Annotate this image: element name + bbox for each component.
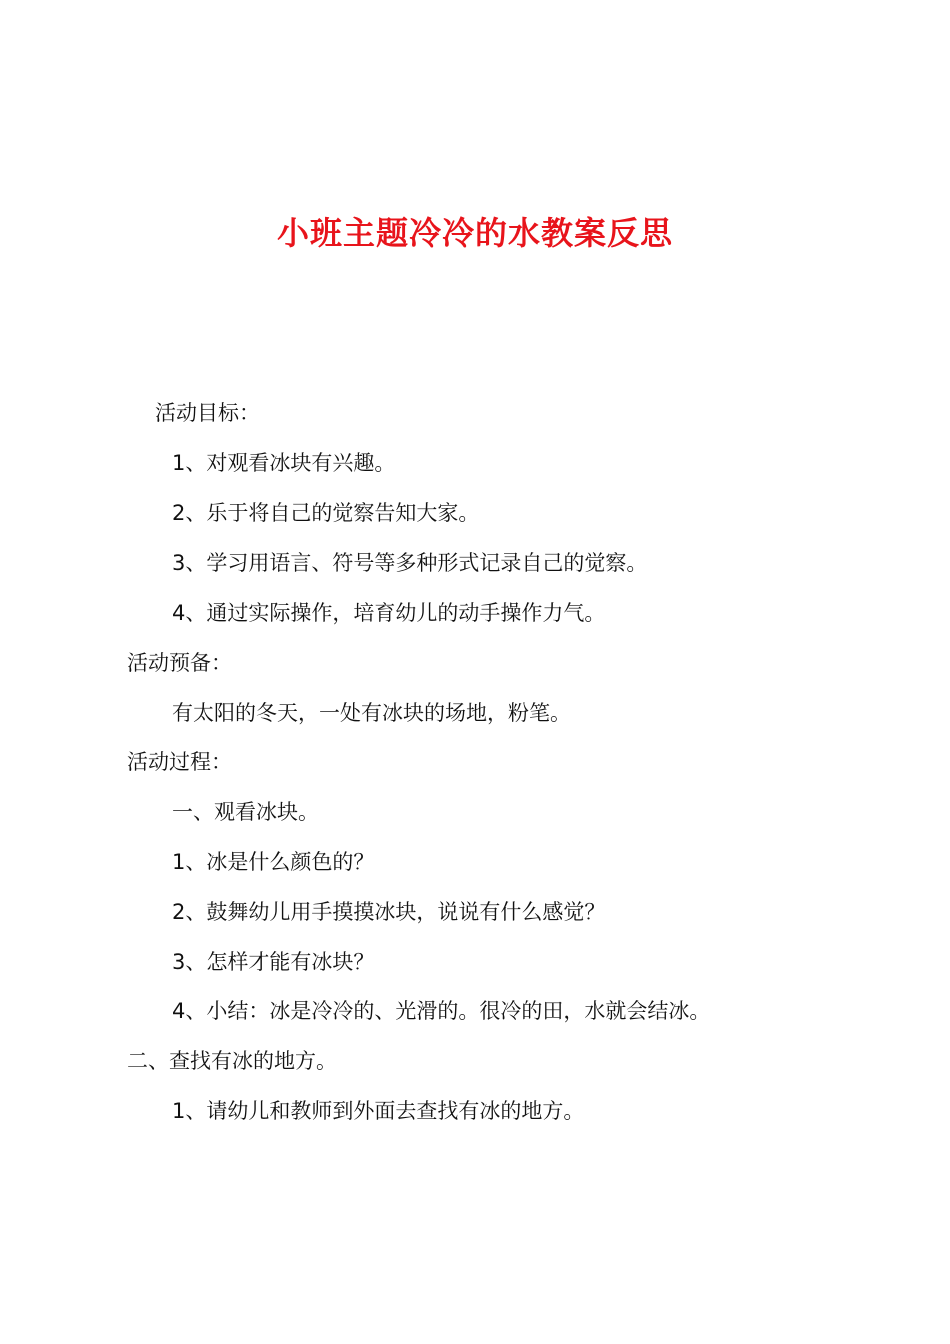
goal-item-1: 1、对观看冰块有兴趣。	[172, 451, 396, 475]
process-step-1-item-3: 3、怎样才能有冰块？	[172, 950, 375, 974]
process-step-1-heading: 一、观看冰块。	[172, 800, 319, 824]
section-heading-process: 活动过程：	[127, 750, 232, 774]
process-step-2-heading: 二、查找有冰的地方。	[127, 1049, 337, 1073]
process-step-1-item-2: 2、鼓舞幼儿用手摸摸冰块，说说有什么感觉？	[172, 900, 606, 924]
process-step-2-item-1: 1、请幼儿和教师到外面去查找有冰的地方。	[172, 1099, 585, 1123]
preparation-text: 有太阳的冬天，一处有冰块的场地，粉笔。	[172, 701, 571, 725]
section-heading-goals: 活动目标：	[155, 401, 260, 425]
goal-item-2: 2、乐于将自己的觉察告知大家。	[172, 501, 480, 525]
section-heading-preparation: 活动预备：	[127, 651, 232, 675]
process-step-1-item-1: 1、冰是什么颜色的？	[172, 850, 375, 874]
goal-item-4: 4、通过实际操作，培育幼儿的动手操作力气。	[172, 601, 606, 625]
process-step-1-summary: 4、小结：冰是冷冷的、光滑的。很冷的田，水就会结冰。	[172, 999, 711, 1023]
document-title: 小班主题冷冷的水教案反思	[276, 214, 673, 252]
goal-item-3: 3、学习用语言、符号等多种形式记录自己的觉察。	[172, 551, 648, 575]
